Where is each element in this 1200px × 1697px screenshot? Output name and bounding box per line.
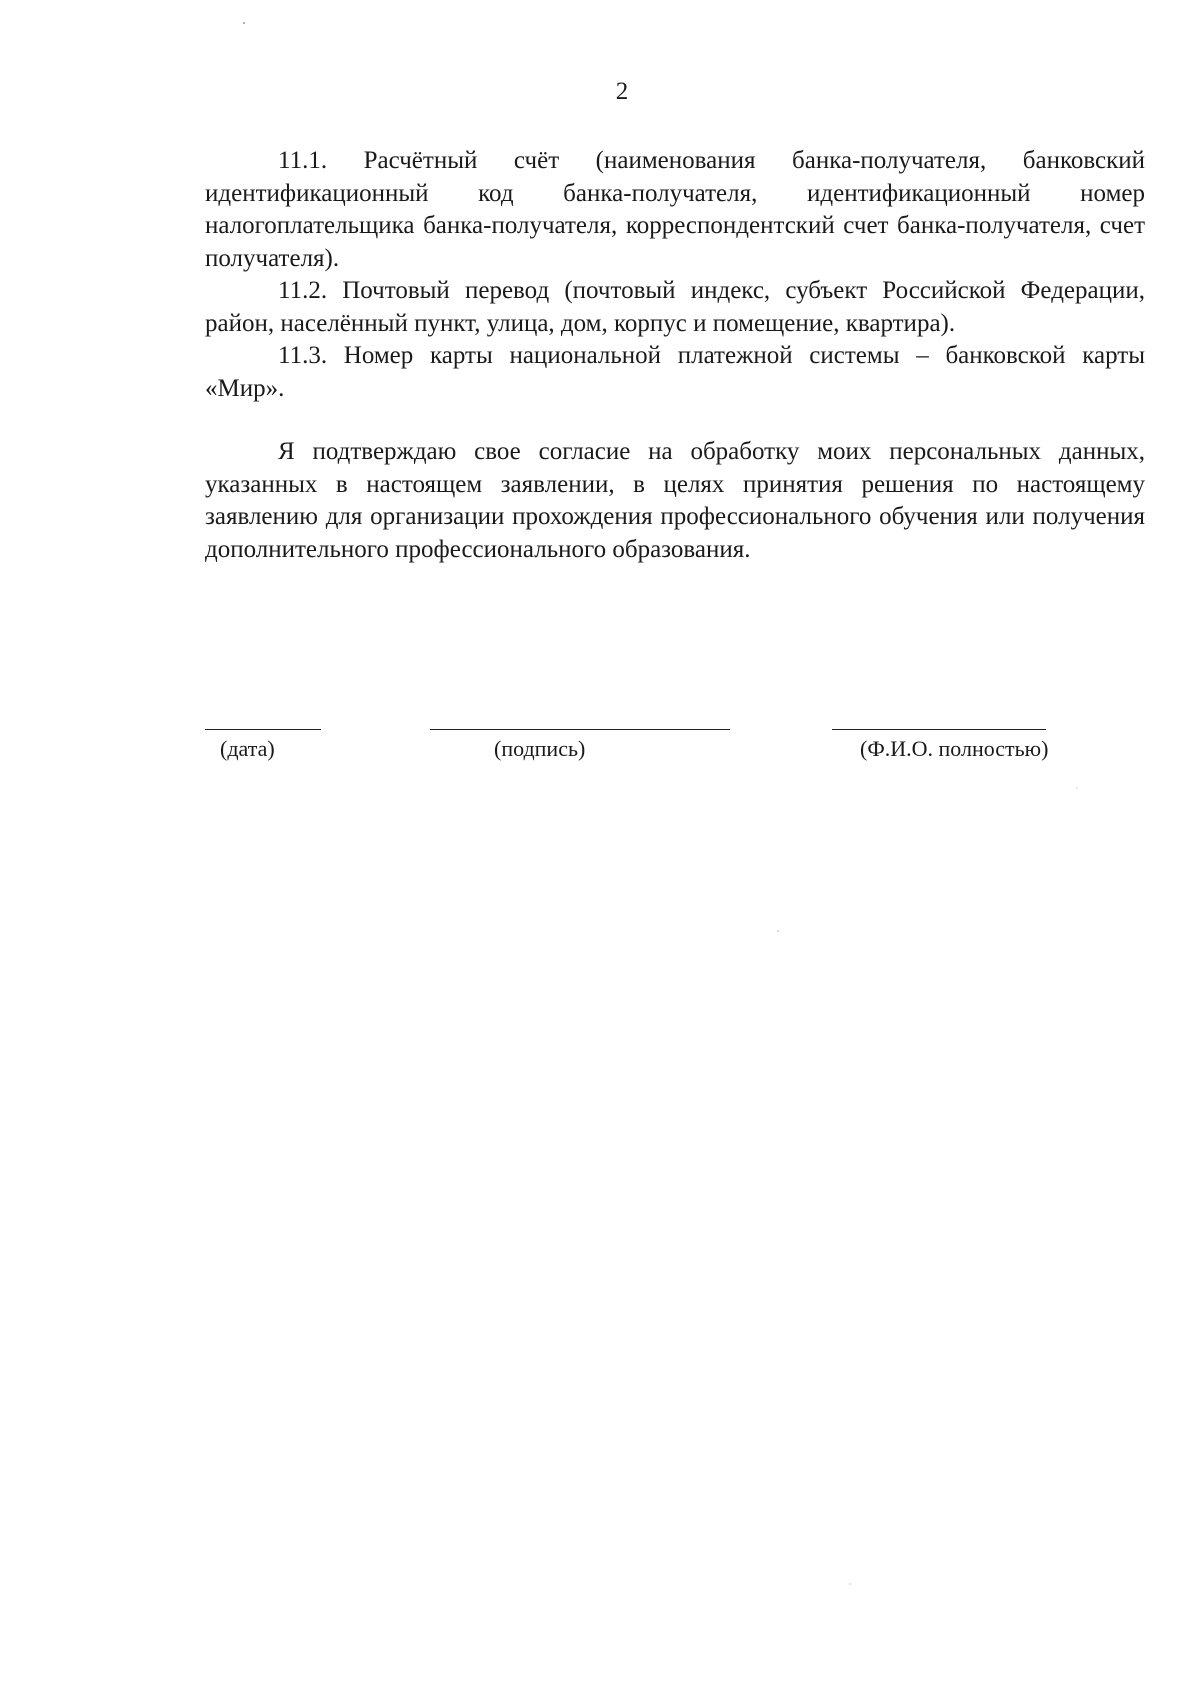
paragraph-11-3: 11.3. Номер карты национальной платежной системы – банковской карты «Мир».: [205, 342, 1145, 402]
document-body: [205, 145, 1145, 566]
date-label: (дата): [220, 736, 275, 761]
scan-speck: [1076, 787, 1078, 789]
page-number: 2: [615, 78, 629, 105]
scan-speck: [777, 930, 779, 932]
date-line: [205, 729, 321, 730]
signature-label: (подпись): [494, 736, 586, 761]
scan-speck: [849, 1583, 851, 1585]
signature-line: [430, 729, 730, 730]
consent-paragraph: Я подтверждаю свое согласие на обработку моих персональных данных, указанных в настоящем заявлении, в целях принятия решения по настоящему заявлению для организации прохождения профессионального обучения или получения дополнительного профессионального образования.: [205, 438, 1145, 563]
scan-speck: [243, 22, 245, 24]
paragraph-11-2: 11.2. Почтовый перевод (почтовый индекс, субъект Российской Федерации, район, населённый пункт, улица, дом, корпус и помещение, квартира).: [205, 277, 1145, 337]
name-label: (Ф.И.О. полностью): [860, 736, 1049, 761]
name-line: [832, 729, 1046, 730]
paragraph-11-1: 11.1. Расчётный счёт (наименования банка-получателя, банковский идентификационный код банка-получателя, идентификационный номер налогоплательщика банка-получателя, корреспондентский счет банка-получателя, счет получателя).: [205, 147, 1145, 272]
